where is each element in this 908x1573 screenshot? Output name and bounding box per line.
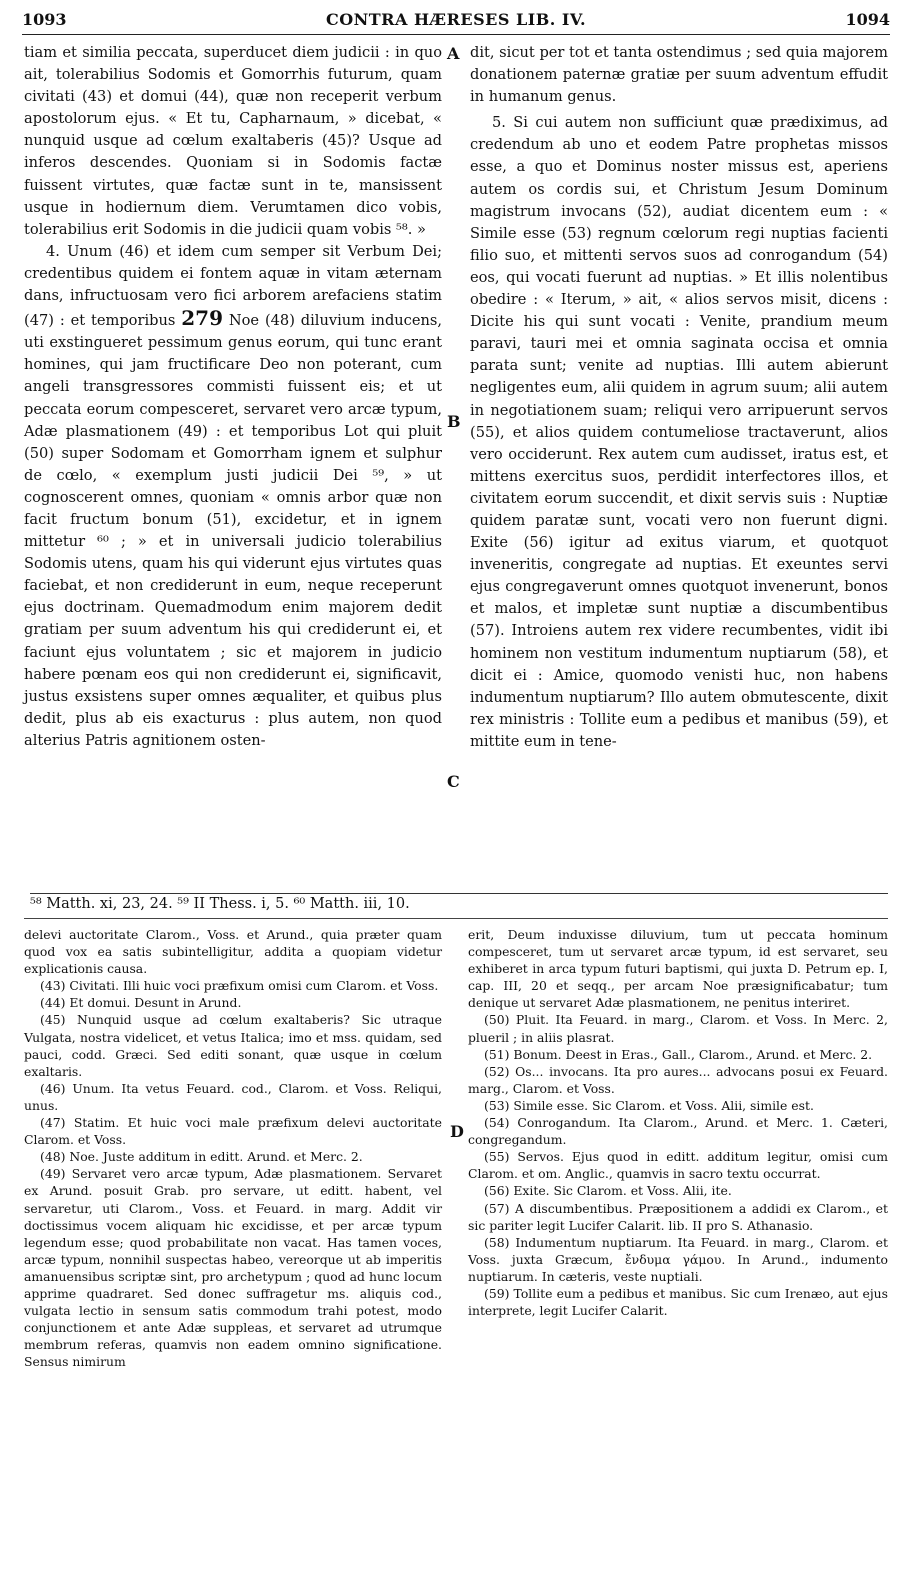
- footnote: (54) Conrogandum. Ita Clarom., Arund. et Merc. 1. Cæteri, congregandum.: [468, 1115, 888, 1148]
- margin-marker-a: A: [447, 44, 460, 63]
- footnote: (57) A discumbentibus. Præpositionem a addidi ex Clarom., et sic pariter legit Lucifer Calarit. lib. II pro S. Athanasio.: [468, 1200, 888, 1233]
- footnote: (47) Statim. Et huic voci male præfixum delevi auctoritate Clarom. et Voss.: [24, 1115, 442, 1148]
- right-column: [470, 42, 888, 753]
- footnote-divider: [24, 918, 888, 919]
- right-paragraph-2: 5. Si cui autem non sufficiunt quæ prædiximus, ad credendum ab uno et eodem Patre prophetas missos esse, a quo et Dominus noster missus est, aperiens autem os cordis sui, et Christum Jesum Dominum magistrum invocans (52), audiat dicentem eum : « Simile esse (53) regnum cœlorum regi nuptias facienti filio suo, et mittenti servos suos ad conrogandum (54) eos, qui vocati fuerunt ad nuptias. » Et illis nolentibus obedire : « Iterum, » ait, « alios servos misit, dicens : Dicite his qui sunt vocati : Venite, prandium meum paravi, tauri mei et omnia saginata occisa et omnia parata sunt; venite ad nuptias. Illi autem abierunt negligentes eum, alii quidem in agrum suum; alii autem in negotiationem suam; reliqui vero arripuerunt servos (55), et alios quidem contumeliose tractaverunt, alios vero occiderunt. Rex autem cum audisset, iratus est, et mittens exercitus suos, perdidit interfectores illos, et civitatem eorum succendit, et dixit servis suis : Nuptiæ quidem paratæ sunt, vocati vero non fuerunt digni. Exite (56) igitur ad exitus viarum, et quotquot inveneritis, congregate ad nuptias. Et exeuntes servi ejus congregaverunt omnes quotquot invenerunt, bonos et malos, et impletæ sunt nuptiæ a discumbentibus (57). Introiens autem rex videre recumbentes, vidit ibi hominem non vestitum indumentum nuptiarum (58), et dicit ei : Amice, quomodo venisti huc, non habens indumentum nuptiarum? Illo autem obmutescente, dixit rex ministris : Tollite eum a pedibus et manibus (59), et mittite eum in tene-: [470, 114, 888, 750]
- running-title: CONTRA HÆRESES LIB. IV.: [325, 10, 587, 29]
- footnotes-right: [468, 926, 888, 1319]
- page-number-left: 1093: [22, 10, 67, 29]
- left-paragraph-2-cont: Noe (48) diluvium inducens, uti exstingueret pessimum genus eorum, qui tunc erant homines, qui jam fructificare Deo non poterant, cum angeli transgressores commisti fuissent eis; et ut peccata eorum compesceret, servaret vero arcæ typum, Adæ plasmationem (49) : et temporibus Lot qui pluit (50) super Sodomam et Gomorrham ignem et sulphur de cœlo, « exemplum justi judicii Dei ⁵⁹, » ut cognoscerent omnes, quoniam « omnis arbor quæ non facit fructum bonum (51), excidetur, et in ignem mittetur ⁶⁰ ; » et in universali judicio tolerabilius Sodomis utens, quam his qui viderunt ejus virtutes quas faciebat, et non crediderunt in eum, neque receperunt ejus doctrinam. Quemadmodum enim majorem dedit gratiam per suum adventum his qui crediderunt ei, et faciunt ejus voluntatem ; sic et majorem in judicio habere pœnam eos qui non crediderunt ei, significavit, justus exsistens super omnes æqualiter, et quibus plus dedit, plus ab eis exacturus : plus autem, non quod alterius Patris agnitionem osten-: [24, 312, 443, 749]
- footnote: (56) Exite. Sic Clarom. et Voss. Alii, ite.: [484, 1183, 732, 1199]
- scripture-references: ⁵⁸ Matth. xi, 23, 24. ⁵⁹ II Thess. i, 5. ⁶⁰ Matth. iii, 10.: [30, 893, 888, 912]
- footnote: erit, Deum induxisse diluvium, tum ut peccata hominum compesceret, tum ut servaret arcæ typum, id est servaret, seu exhiberet in arca typum futuri baptismi, qui juxta D. Petrum ep. I, cap. III, 20 et seqq., per arcam Noe præsignificabatur; tum denique ut servaret Adæ plasmationem, ne penitus interiret.: [468, 927, 888, 1011]
- left-paragraph-2: [24, 241, 442, 752]
- footnote: (58) Indumentum nuptiarum. Ita Feuard. in marg., Clarom. et Voss. juxta Græcum, ἔνδυμα γάμου. In Arund., indumento nuptiarum. In cæteris, veste nuptiali.: [468, 1234, 888, 1284]
- footnote: (45) Nunquid usque ad cœlum exaltaberis? Sic utraque Vulgata, nostra videlicet, et vetus Italica; imo et mss. quidam, sed pauci, codd. Græci. Sed editi sonant, quæ usque in cœlum exaltaris.: [24, 1012, 442, 1079]
- footnote: (46) Unum. Ita vetus Feuard. cod., Clarom. et Voss. Reliqui, unus.: [24, 1080, 442, 1113]
- margin-marker-d: D: [450, 1122, 464, 1141]
- margin-marker-c: C: [447, 772, 460, 791]
- margin-marker-b: B: [447, 412, 461, 431]
- footnote: (55) Servos. Ejus quod in editt. additum legitur, omisi cum Clarom. et om. Anglic., quamvis in sacro textu occurrat.: [468, 1149, 888, 1182]
- footnote: (52) Os... invocans. Ita pro aures... advocans posui ex Feuard. marg., Clarom. et Voss.: [468, 1063, 888, 1096]
- page-number-right: 1094: [845, 10, 890, 29]
- footnote: (53) Simile esse. Sic Clarom. et Voss. Alii, simile est.: [484, 1097, 814, 1113]
- footnote: delevi auctoritate Clarom., Voss. et Arund., quia præter quam quod vox ea satis subintelligitur, addita a quopiam videtur explicationis causa.: [24, 927, 442, 977]
- footnote: (43) Civitati. Illi huic voci præfixum omisi cum Clarom. et Voss.: [40, 978, 439, 994]
- footnote: (44) Et domui. Desunt in Arund.: [40, 995, 242, 1011]
- footnote: (59) Tollite eum a pedibus et manibus. Sic cum Irenæo, aut ejus interprete, legit Lucifer Calarit.: [468, 1285, 888, 1319]
- left-paragraph-2-text: 4. Unum (46) et idem cum semper sit Verbum Dei; credentibus quidem ei fontem aquæ in vitam æternam dans, infructuosam vero fici arborem arefaciens statim (47) : et temporibus: [24, 242, 442, 330]
- footnote: (51) Bonum. Deest in Eras., Gall., Clarom., Arund. et Merc. 2.: [484, 1046, 873, 1062]
- right-paragraph-1: dit, sicut per tot et tanta ostendimus ; sed quia majorem donationem paternæ gratiæ per suum adventum effudit in humanum genus.: [470, 44, 888, 106]
- left-paragraph-1: tiam et similia peccata, superducet diem judicii : in quo ait, tolerabilius Sodomis et Gomorrhis futurum, quam civitati (43) et domui (44), quæ non receperit verbum apostolorum ejus. « Et tu, Capharnaum, » dicebat, « nunquid usque ad cœlum exaltaberis (45)? Usque ad inferos descendes. Quoniam si in Sodomis factæ fuissent virtutes, quæ factæ sunt in te, mansissent usque in hodiernum diem. Verumtamen dico vobis, tolerabilius erit Sodomis in die judicii quam vobis ⁵⁸. »: [24, 44, 442, 238]
- left-column: [24, 42, 442, 752]
- page-header: [22, 10, 890, 35]
- footnote: (49) Servaret vero arcæ typum, Adæ plasmationem. Servaret ex Arund. posuit Grab. pro servare, ut editt. habent, vel servaretur, uti Clarom., Voss. et Feuard. in marg. Addit vir doctissimus vocem aliquam hic excidisse, et per arcæ typum legendum esse; quod probabilitate non vacat. Has tamen voces, arcæ typum, nonnihil suspectas habeo, vereorque ut ab imperitis amanuensibus scriptæ sint, pro archetypum ; quod ad hunc locum apprime quadraret. Sed donec suffragetur ms. aliquis cod., vulgata lectio in sensum satis commodum trahi potest, modo conjunctionem et ante Adæ suppleas, et servaret ad utrumque membrum referas, quamvis non eadem omnino significatione. Sensus nimirum: [24, 1166, 442, 1370]
- column-number-279: 279: [181, 306, 223, 331]
- footnotes-left: [24, 926, 442, 1370]
- footnote: (50) Pluit. Ita Feuard. in marg., Clarom. et Voss. In Merc. 2, plueril ; in aliis plasrat.: [468, 1012, 888, 1045]
- footnote: (48) Noe. Juste additum in editt. Arund. et Merc. 2.: [40, 1149, 363, 1165]
